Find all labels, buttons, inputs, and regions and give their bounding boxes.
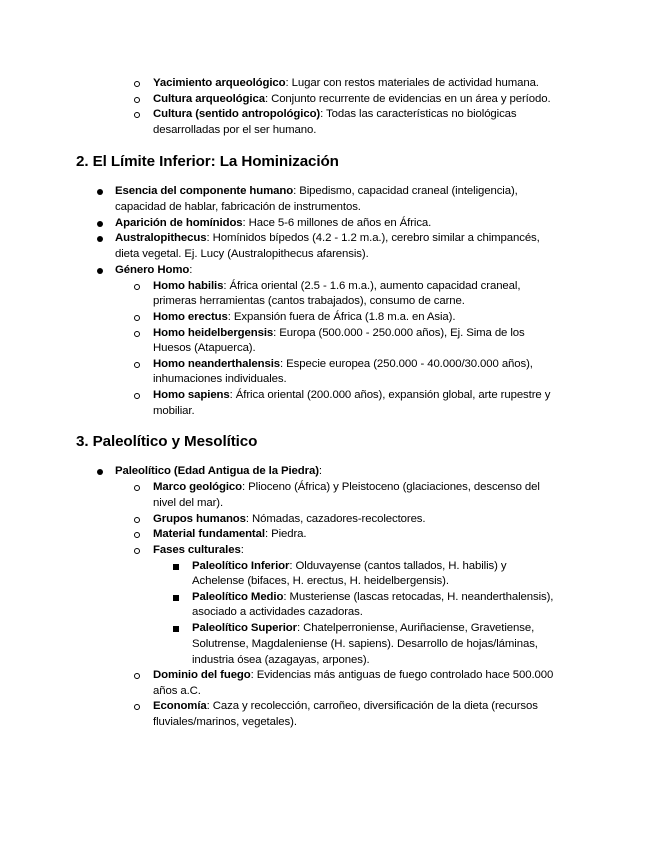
list-item: Esencia del componente humano: Bipedismo, capacidad craneal (inteligencia), (115, 185, 518, 197)
circle-bullet (134, 362, 140, 368)
list-item: Paleolítico Medio: Musteriense (lascas retocadas, H. neanderthalensis), (192, 591, 554, 603)
circle-bullet (134, 81, 140, 87)
list-item: Material fundamental: Piedra. (153, 528, 307, 540)
list-item-continuation: mobiliar. (153, 405, 195, 417)
list-item-continuation: asociado a actividades cazadoras. (192, 606, 363, 618)
circle-bullet (134, 532, 140, 538)
list-item: Economía: Caza y recolección, carroñeo, diversificación de la dieta (recursos (153, 700, 538, 712)
list-item-continuation: Solutrense, Magdaleniense (H. sapiens). Desarrollo de hojas/láminas, (192, 638, 538, 650)
circle-bullet (134, 97, 140, 103)
list-item: Paleolítico (Edad Antigua de la Piedra): (115, 465, 322, 477)
list-item: Cultura arqueológica: Conjunto recurrente de evidencias en un área y período. (153, 93, 551, 105)
list-item: Homo sapiens: África oriental (200.000 años), expansión global, arte rupestre y (153, 389, 551, 401)
disc-bullet (97, 236, 103, 242)
list-item: Paleolítico Inferior: Olduvayense (cantos tallados, H. habilis) y (192, 560, 507, 572)
disc-bullet (97, 268, 103, 274)
list-item: Australopithecus: Homínidos bípedos (4.2 - 1.2 m.a.), cerebro similar a chimpancés, (115, 232, 540, 244)
square-bullet (173, 564, 179, 570)
list-item: Homo erectus: Expansión fuera de África (1.8 m.a. en Asia). (153, 311, 456, 323)
disc-bullet (97, 469, 103, 475)
list-item: Yacimiento arqueológico: Lugar con restos materiales de actividad humana. (153, 77, 539, 89)
list-item: Grupos humanos: Nómadas, cazadores-recolectores. (153, 513, 426, 525)
list-item-continuation: Huesos (Atapuerca). (153, 342, 256, 354)
circle-bullet (134, 284, 140, 290)
list-item-continuation: desarrolladas por el ser humano. (153, 124, 317, 136)
square-bullet (173, 626, 179, 632)
circle-bullet (134, 704, 140, 710)
list-item-continuation: capacidad de hablar, fabricación de instrumentos. (115, 201, 361, 213)
list-item: Marco geológico: Plioceno (África) y Pleistoceno (glaciaciones, descenso del (153, 481, 540, 493)
list-item-continuation: inhumaciones individuales. (153, 373, 287, 385)
list-item-continuation: Achelense (bifaces, H. erectus, H. heidelbergensis). (192, 575, 449, 587)
circle-bullet (134, 548, 140, 554)
list-item-continuation: años a.C. (153, 685, 201, 697)
list-item: Dominio del fuego: Evidencias más antiguas de fuego controlado hace 500.000 (153, 669, 554, 681)
circle-bullet (134, 517, 140, 523)
list-item: Género Homo: (115, 264, 193, 276)
list-item: Fases culturales: (153, 544, 244, 556)
list-item-continuation: fluviales/marinos, vegetales). (153, 716, 297, 728)
section-heading: 2. El Límite Inferior: La Hominización (76, 153, 339, 170)
list-item: Homo heidelbergensis: Europa (500.000 - 250.000 años), Ej. Sima de los (153, 327, 525, 339)
list-item-continuation: nivel del mar). (153, 497, 224, 509)
circle-bullet (134, 112, 140, 118)
list-item-continuation: primeras herramientas (cantos trabajados), consumo de carne. (153, 295, 465, 307)
list-item: Aparición de homínidos: Hace 5-6 millones de años en África. (115, 217, 432, 229)
list-item-continuation: industria ósea (azagayas, arpones). (192, 654, 370, 666)
list-item: Cultura (sentido antropológico): Todas las características no biológicas (153, 108, 517, 120)
disc-bullet (97, 189, 103, 195)
circle-bullet (134, 485, 140, 491)
disc-bullet (97, 221, 103, 227)
list-item-continuation: dieta vegetal. Ej. Lucy (Australopithecus afarensis). (115, 248, 369, 260)
circle-bullet (134, 673, 140, 679)
circle-bullet (134, 331, 140, 337)
list-item: Homo neanderthalensis: Especie europea (250.000 - 40.000/30.000 años), (153, 358, 533, 370)
circle-bullet (134, 393, 140, 399)
square-bullet (173, 595, 179, 601)
list-item: Homo habilis: África oriental (2.5 - 1.6 m.a.), aumento capacidad craneal, (153, 280, 521, 292)
list-item: Paleolítico Superior: Chatelperroniense, Auriñaciense, Gravetiense, (192, 622, 535, 634)
section-heading: 3. Paleolítico y Mesolítico (76, 433, 258, 450)
circle-bullet (134, 315, 140, 321)
